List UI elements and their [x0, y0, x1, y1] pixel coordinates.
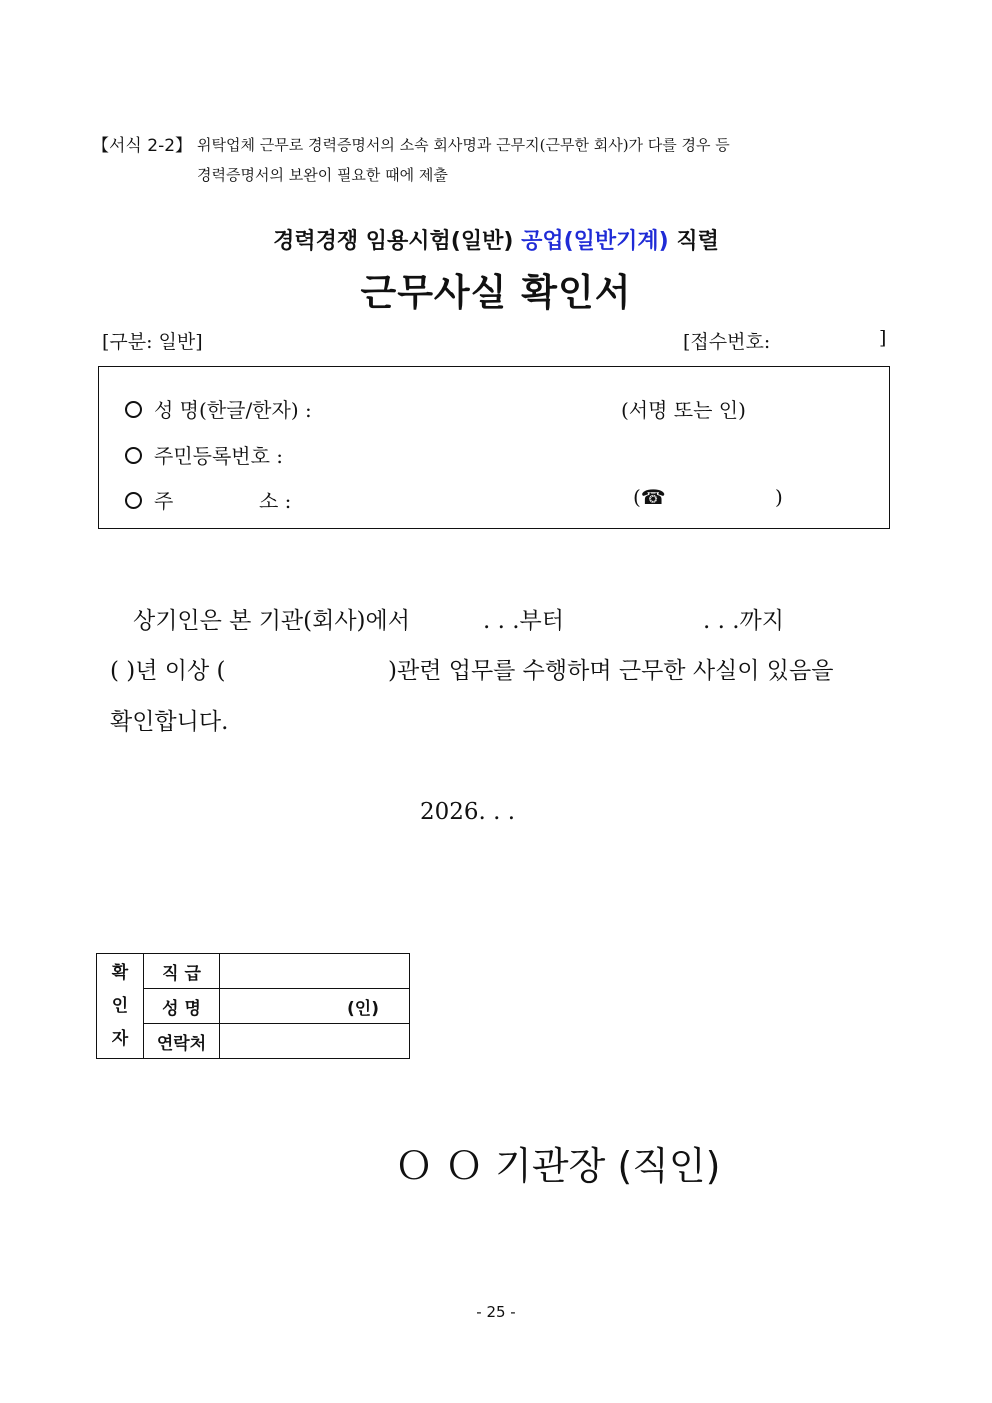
vertical-char: 확 — [111, 962, 129, 983]
confirmer-table — [96, 953, 410, 1059]
document-title: 근무사실 확인서 — [360, 271, 632, 314]
circle-bullet-icon — [125, 401, 142, 418]
name-row — [125, 394, 312, 423]
receipt-number-close: ] — [879, 327, 887, 349]
statement-line2-b: )관련 업무를 수행하며 근무한 사실이 있음을 — [388, 658, 834, 684]
circle-bullet-icon — [125, 492, 142, 509]
form-number: 【서식 2-2】 — [92, 136, 193, 156]
name-label: 성 명(한글/한자) : — [154, 398, 312, 422]
vertical-char: 인 — [111, 995, 129, 1016]
vertical-char: 자 — [111, 1028, 129, 1049]
phone-close: ) — [775, 485, 783, 509]
subtitle-part1: 경력경쟁 임용시험(일반) — [273, 229, 522, 254]
agency-head-seal: Ｏ Ｏ 기관장 (직인) — [395, 1144, 721, 1188]
signature-note: (서명 또는 인) — [621, 398, 746, 422]
issue-date: 2026. . . — [420, 799, 516, 825]
table-row — [97, 954, 410, 989]
subtitle-highlight: 공업(일반기계) — [521, 229, 669, 254]
contact-label: 연락처 — [144, 1024, 220, 1059]
form-description-line1: 위탁업체 근무로 경력증명서의 소속 회사명과 근무지(근무한 회사)가 다를 경우 등 — [197, 136, 730, 154]
confirmer-seal: (인) — [220, 989, 410, 1024]
applicant-info-box — [98, 366, 890, 529]
category-label: [구분: 일반] — [102, 331, 203, 353]
address-row — [125, 485, 173, 514]
contact-value — [220, 1024, 410, 1059]
statement-line1-a: 상기인은 본 기관(회사)에서 — [133, 608, 410, 634]
statement-line2-a: ( )년 이상 ( — [110, 658, 226, 684]
rank-value — [220, 954, 410, 989]
exam-subtitle — [0, 224, 992, 255]
form-description-line2: 경력증명서의 보완이 필요한 때에 제출 — [197, 166, 448, 184]
confirmer-name-label: 성 명 — [144, 989, 220, 1024]
statement-line3: 확인합니다. — [110, 709, 229, 735]
page-number: - 25 - — [476, 1303, 516, 1321]
id-number-label: 주민등록번호 : — [154, 444, 284, 468]
statement-line1-from: . . .부터 — [483, 608, 564, 634]
receipt-number-label: [접수번호: — [683, 331, 771, 353]
statement-line1-to: . . .까지 — [703, 608, 784, 634]
id-number-row — [125, 440, 283, 469]
address-label-a: 주 — [154, 489, 174, 513]
address-label-b: 소 : — [259, 489, 292, 513]
confirmer-vertical-label — [97, 954, 144, 1059]
table-row — [97, 1024, 410, 1059]
circle-bullet-icon — [125, 447, 142, 464]
rank-label: 직 급 — [144, 954, 220, 989]
subtitle-part2: 직렬 — [668, 229, 719, 254]
table-row — [97, 989, 410, 1024]
phone-open: (☎ — [633, 485, 666, 509]
